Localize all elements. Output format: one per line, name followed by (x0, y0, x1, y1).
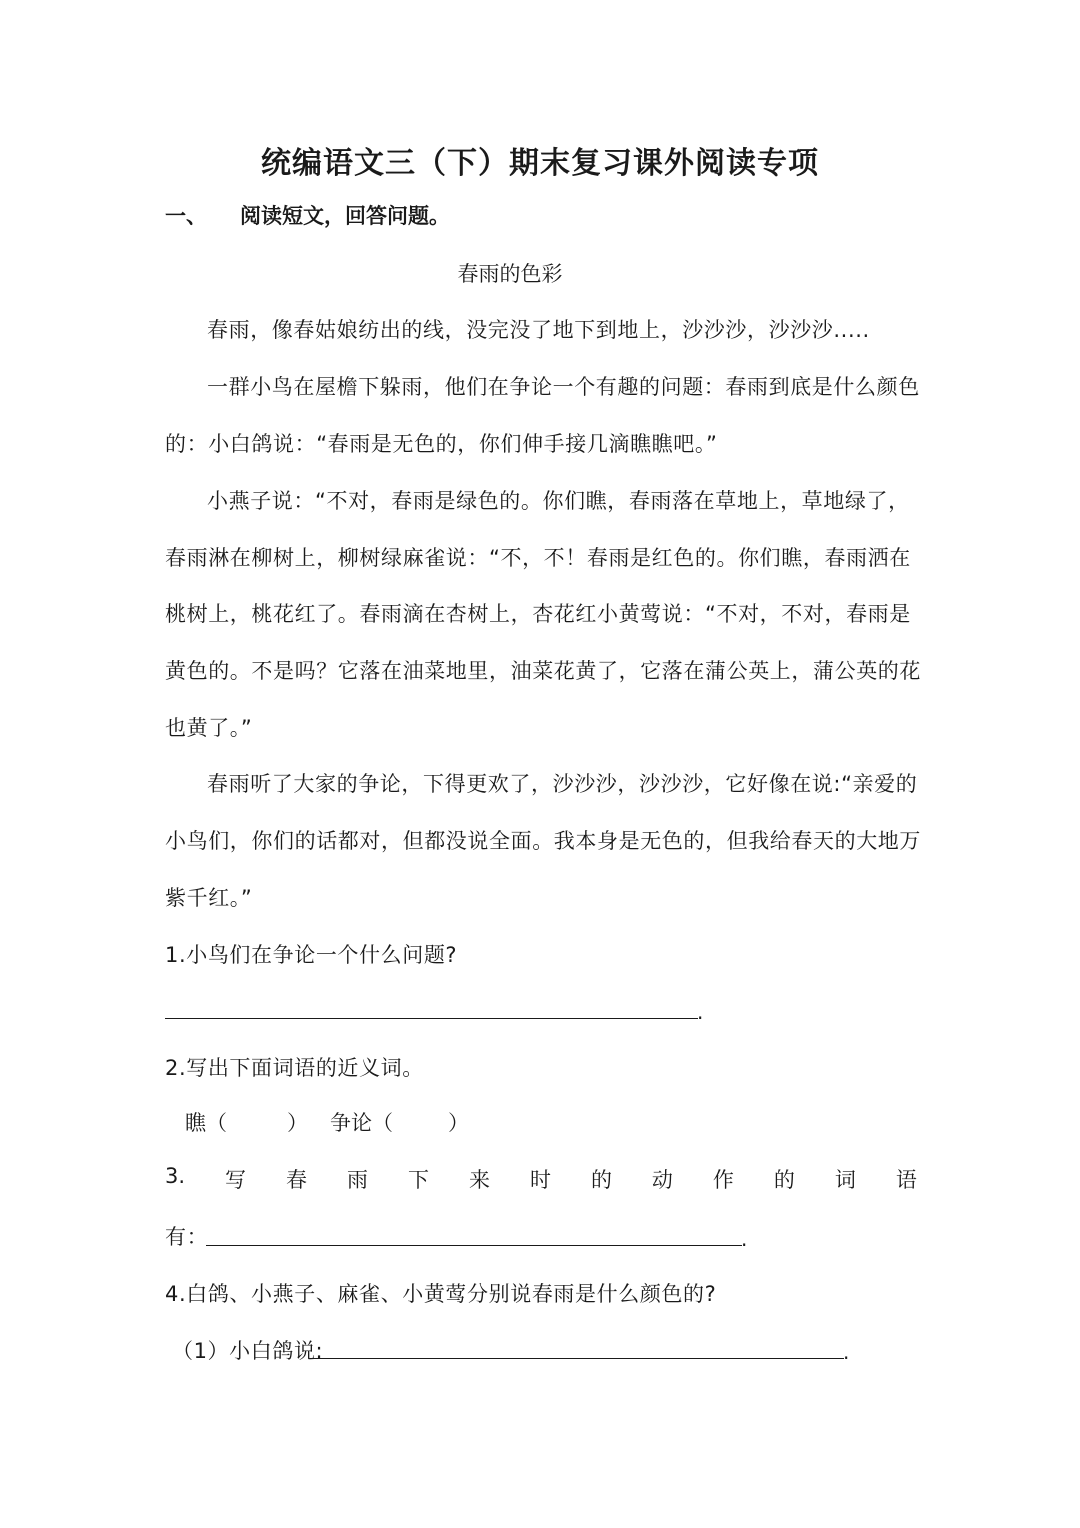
passage-line: 一群小鸟在屋檐下躲雨，他们在争论一个有趣的问题：春雨到底是什么颜色 (207, 375, 920, 399)
blank-end-dot: . (741, 1227, 748, 1251)
word-1-close: ） (287, 1111, 308, 1135)
q3-char: 语 (895, 1168, 917, 1192)
q3-char: 作 (712, 1168, 734, 1192)
q3-char: 的 (773, 1168, 795, 1192)
q3-char: 写 (225, 1168, 247, 1192)
question-2: 2.写出下面词语的近义词。 (165, 1056, 424, 1080)
question-3 (165, 1164, 917, 1194)
synonym-row (185, 1107, 469, 1137)
answer-blank-q4-1[interactable] (312, 1358, 844, 1359)
passage-line: 也黄了。” (165, 716, 253, 740)
page-title: 统编语文三（下）期末复习课外阅读专项 (261, 146, 819, 181)
passage-title: 春雨的色彩 (457, 262, 563, 286)
blank-end-dot: . (697, 1000, 704, 1024)
q3-char: 春 (286, 1168, 308, 1192)
passage-line: 春雨淋在柳树上，柳树绿麻雀说：“不，不！春雨是红色的。你们瞧，春雨洒在 (165, 546, 911, 570)
q3-char: 的 (590, 1168, 612, 1192)
question-1: 1.小鸟们在争论一个什么问题? (165, 943, 458, 967)
passage-line: 小鸟们，你们的话都对，但都没说全面。我本身是无色的，但我给春天的大地万 (165, 829, 921, 853)
passage-line: 春雨，像春姑娘纺出的线，没完没了地下到地上，沙沙沙，沙沙沙..... (207, 318, 870, 342)
question-3-line2: 有： (165, 1225, 209, 1249)
q3-char: 词 (834, 1168, 856, 1192)
passage-line: 的：小白鸽说：“春雨是无色的，你们伸手接几滴瞧瞧吧。” (165, 432, 718, 456)
q3-char: 3. (165, 1164, 186, 1188)
section-number: 一、 (165, 204, 207, 228)
passage-line: 小燕子说：“不对，春雨是绿色的。你们瞧，春雨落在草地上，草地绿了， (207, 489, 910, 513)
q3-char: 动 (651, 1168, 673, 1192)
word-2: 争论（ (330, 1111, 393, 1135)
word-1: 瞧（ (185, 1111, 227, 1135)
blank-end-dot: . (843, 1340, 850, 1364)
question-4: 4.白鸽、小燕子、麻雀、小黄莺分别说春雨是什么颜色的? (165, 1282, 717, 1306)
section-heading: 阅读短文，回答问题。 (240, 204, 450, 228)
q3-char: 雨 (347, 1168, 368, 1192)
passage-line: 春雨听了大家的争论，下得更欢了，沙沙沙，沙沙沙，它好像在说:“亲爱的 (207, 772, 918, 796)
answer-blank-q3[interactable] (206, 1245, 742, 1246)
answer-blank-q1[interactable] (165, 1018, 698, 1019)
word-2-close: ） (448, 1111, 469, 1135)
q3-char: 下 (407, 1168, 429, 1192)
passage-line: 紫千红。” (165, 886, 253, 910)
passage-line: 黄色的。不是吗？它落在油菜地里，油菜花黄了，它落在蒲公英上，蒲公英的花 (165, 659, 921, 683)
question-4-sub-1: （1）小白鸽说: (172, 1339, 324, 1363)
q3-char: 来 (468, 1168, 490, 1192)
passage-line: 桃树上，桃花红了。春雨滴在杏树上，杏花红小黄莺说：“不对，不对，春雨是 (165, 602, 911, 626)
q3-char: 时 (529, 1168, 551, 1192)
